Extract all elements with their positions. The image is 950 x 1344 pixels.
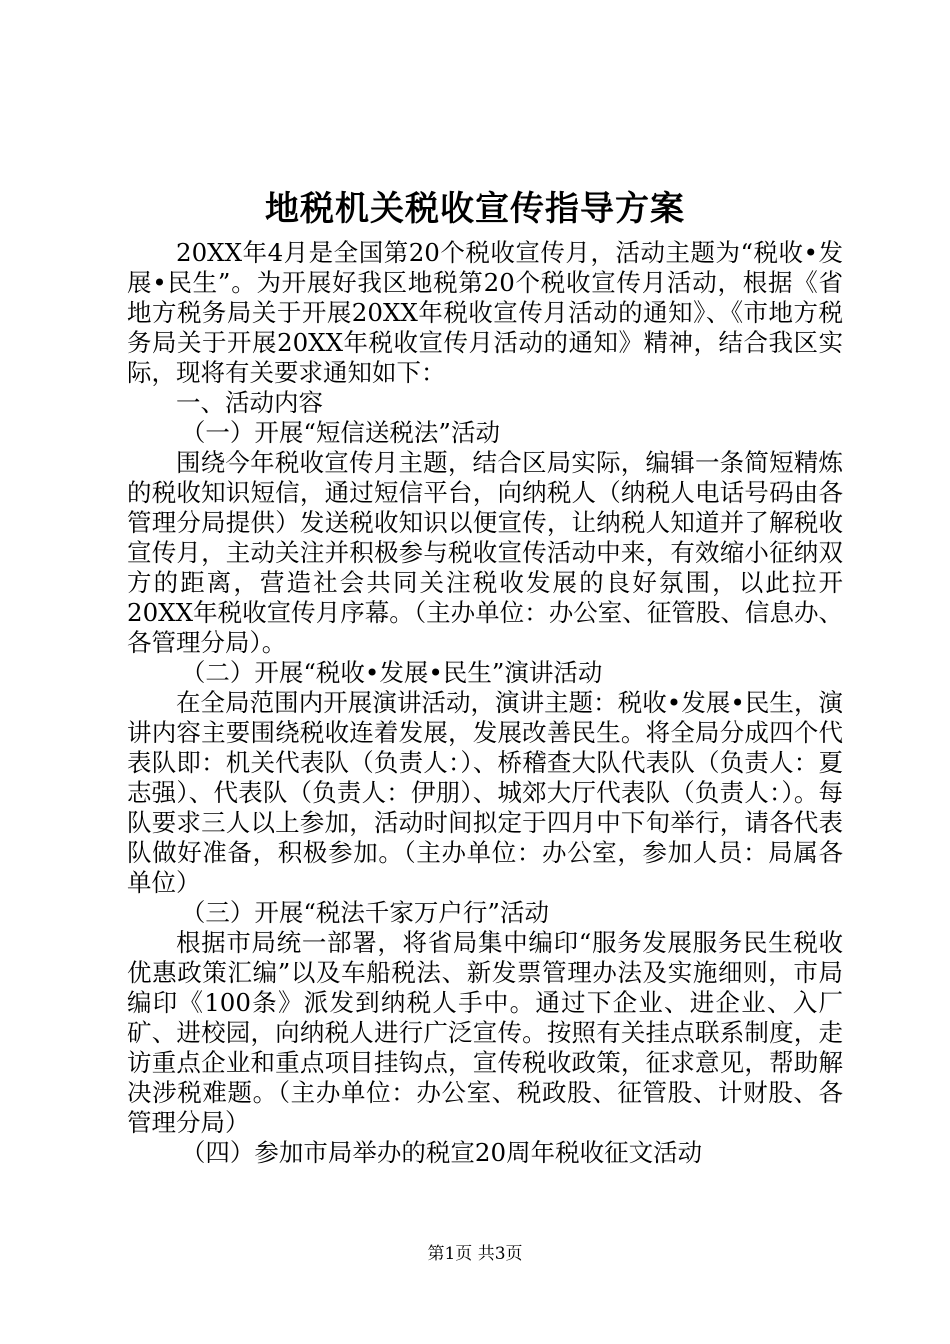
item-heading: （三）开展“税法千家万户行”活动 bbox=[180, 898, 549, 927]
item-paragraph: 根据市局统一部署，将省局集中编印“服务发展服务民生税收优惠政策汇编”以及车船税法、新发票管理办法及实施细则，市局编印《100条》派发到纳税人手中。通过下企业、进企业、入厂矿、进校园，向纳税人进行广泛宣传。按照有关挂点联系制度，走访重点企业和重点项目挂钩点，宣传税收政策，征求意见，帮助解决涉税难题。（主办单位：办公室、税政股、征管股、计财股、各管理分局） bbox=[127, 928, 843, 1137]
intro-paragraph: 20XX年4月是全国第20个税收宣传月，活动主题为“税收•发展•民生”。为开展好我区地税第20个税收宣传月活动，根据《省地方税务局关于开展20XX年税收宣传月活动的通知》、《市地方税务局关于开展20XX年税收宣传月活动的通知》精神，结合我区实际，现将有关要求通知如下： bbox=[127, 238, 843, 387]
document-body bbox=[127, 238, 843, 1168]
item-paragraph: 在全局范围内开展演讲活动，演讲主题：税收•发展•民生，演讲内容主要围绕税收连着发展，发展改善民生。将全局分成四个代表队即：机关代表队（负责人：）、桥稽查大队代表队（负责人：夏志强）、代表队（负责人：伊朋）、城郊大厅代表队（负责人：）。每队要求三人以上参加，活动时间拟定于四月中下旬举行，请各代表队做好准备，积极参加。（主办单位：办公室，参加人员：局属各单位） bbox=[127, 688, 843, 897]
document-title: 地税机关税收宣传指导方案 bbox=[265, 189, 685, 229]
page-footer: 第1页 共3页 bbox=[427, 1244, 523, 1264]
item-paragraph: 围绕今年税收宣传月主题，结合区局实际，编辑一条简短精炼的税收知识短信，通过短信平台，向纳税人（纳税人电话号码由各管理分局提供）发送税收知识以便宣传，让纳税人知道并了解税收宣传月，主动关注并积极参与税收宣传活动中来，有效缩小征纳双方的距离，营造社会共同关注税收发展的良好氛围，以此拉开20XX年税收宣传月序幕。（主办单位：办公室、征管股、信息办、各管理分局）。 bbox=[127, 448, 843, 657]
item-heading: （一）开展“短信送税法”活动 bbox=[180, 418, 500, 447]
item-heading: （四）参加市局举办的税宣20周年税收征文活动 bbox=[180, 1138, 703, 1167]
item-heading: （二）开展“税收•发展•民生”演讲活动 bbox=[180, 658, 603, 687]
section-heading: 一、活动内容 bbox=[176, 388, 323, 417]
